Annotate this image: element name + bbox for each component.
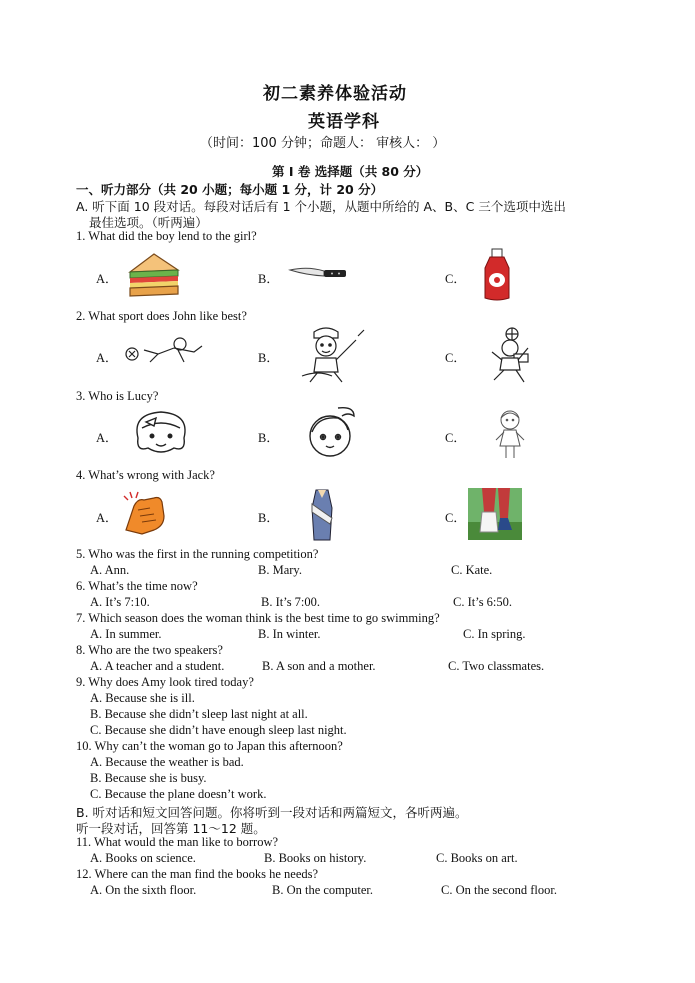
option-b[interactable]: B. On the computer. <box>272 883 374 897</box>
exam-meta: （时间：100 分钟；命题人： 审核人： ） <box>200 136 446 151</box>
option-a[interactable]: A. On the sixth floor. <box>90 883 197 897</box>
option-a[interactable]: A. Ann. <box>90 563 130 577</box>
option-a[interactable]: A. Because she is ill. <box>90 691 195 705</box>
option-c[interactable]: C. Books on art. <box>436 851 518 865</box>
part-a-instruction-cont: 最佳选项。（听两遍） <box>89 215 208 230</box>
option-c[interactable]: C. Two classmates. <box>448 659 545 673</box>
question-3: 3. Who is Lucy? <box>76 389 159 403</box>
option-c[interactable]: C. On the second floor. <box>441 883 557 897</box>
girl-short-hair-icon[interactable] <box>130 408 192 458</box>
option-c[interactable]: C. Kate. <box>451 563 493 577</box>
baseball-player-icon[interactable] <box>298 326 370 384</box>
question-8: 8. Who are the two speakers? <box>76 643 223 657</box>
hurt-hand-icon[interactable] <box>120 490 170 538</box>
option-a[interactable]: A. A teacher and a student. <box>90 659 225 673</box>
option-label-b[interactable]: B． <box>258 511 279 525</box>
question-12: 12. Where can the man find the books he needs? <box>76 867 319 881</box>
exam-title: 初二素养体验活动 <box>263 84 407 104</box>
question-5: 5. Who was the first in the running competition? <box>76 547 319 561</box>
option-label-a[interactable]: A． <box>96 351 118 365</box>
subject-title: 英语学科 <box>308 112 380 132</box>
option-a[interactable]: A. In summer. <box>90 627 162 641</box>
option-label-b[interactable]: B． <box>258 272 279 286</box>
girl-ponytail-icon[interactable] <box>302 404 366 460</box>
girl-in-dress-icon[interactable] <box>492 408 528 462</box>
option-label-a[interactable]: A． <box>96 431 118 445</box>
question-11: 11. What would the man like to borrow? <box>76 835 279 849</box>
option-b[interactable]: B. Because she didn’t sleep last night at all. <box>90 707 308 721</box>
part-b-subinstruction: 听一段对话，回答第 11～12 题。 <box>76 821 266 836</box>
option-label-a[interactable]: A． <box>96 511 118 525</box>
basketball-player-icon[interactable] <box>484 326 540 384</box>
option-b[interactable]: B. Mary. <box>258 563 302 577</box>
option-c[interactable]: C. Because the plane doesn’t work. <box>90 787 267 801</box>
arm-sling-icon[interactable] <box>310 488 334 542</box>
part-a-instruction: A. 听下面 10 段对话。每段对话后有 1 个小题，从题中所给的 A、B、C 三个选项中选出 <box>76 199 566 214</box>
option-b[interactable]: B. It’s 7:00. <box>261 595 321 609</box>
sandwich-icon[interactable] <box>126 250 182 300</box>
option-label-c[interactable]: C． <box>445 272 466 286</box>
option-label-a[interactable]: A． <box>96 272 118 286</box>
option-b[interactable]: B. A son and a mother. <box>262 659 376 673</box>
question-10: 10. Why can’t the woman go to Japan this afternoon? <box>76 739 343 753</box>
option-c[interactable]: C. It’s 6:50. <box>453 595 513 609</box>
option-a[interactable]: A. It’s 7:10. <box>90 595 150 609</box>
option-label-c[interactable]: C． <box>445 511 466 525</box>
ketchup-bottle-icon[interactable] <box>482 248 512 302</box>
question-2: 2. What sport does John like best? <box>76 309 247 323</box>
part-b-instruction: B. 听对话和短文回答问题。你将听到一段对话和两篇短文，各听两遍。 <box>76 805 468 820</box>
question-1: 1. What did the boy lend to the girl? <box>76 229 257 243</box>
knife-icon[interactable] <box>288 264 348 284</box>
option-label-c[interactable]: C． <box>445 351 466 365</box>
listening-part-title: 一、听力部分（共 20 小题；每小题 1 分，计 20 分） <box>76 182 384 197</box>
soccer-player-icon[interactable] <box>122 336 208 370</box>
leg-cast-icon[interactable] <box>468 488 522 540</box>
option-b[interactable]: B. Because she is busy. <box>90 771 207 785</box>
option-a[interactable]: A. Books on science. <box>90 851 196 865</box>
question-7: 7. Which season does the woman think is the best time to go swimming? <box>76 611 440 625</box>
option-b[interactable]: B. Books on history. <box>264 851 367 865</box>
option-a[interactable]: A. Because the weather is bad. <box>90 755 244 769</box>
volume-title: 第 I 卷 选择题（共 80 分） <box>272 164 429 179</box>
option-b[interactable]: B. In winter. <box>258 627 321 641</box>
question-6: 6. What’s the time now? <box>76 579 198 593</box>
option-label-c[interactable]: C． <box>445 431 466 445</box>
option-c[interactable]: C. In spring. <box>463 627 526 641</box>
option-label-b[interactable]: B． <box>258 431 279 445</box>
option-label-b[interactable]: B． <box>258 351 279 365</box>
question-4: 4. What’s wrong with Jack? <box>76 468 215 482</box>
question-9: 9. Why does Amy look tired today? <box>76 675 254 689</box>
option-c[interactable]: C. Because she didn’t have enough sleep last night. <box>90 723 347 737</box>
